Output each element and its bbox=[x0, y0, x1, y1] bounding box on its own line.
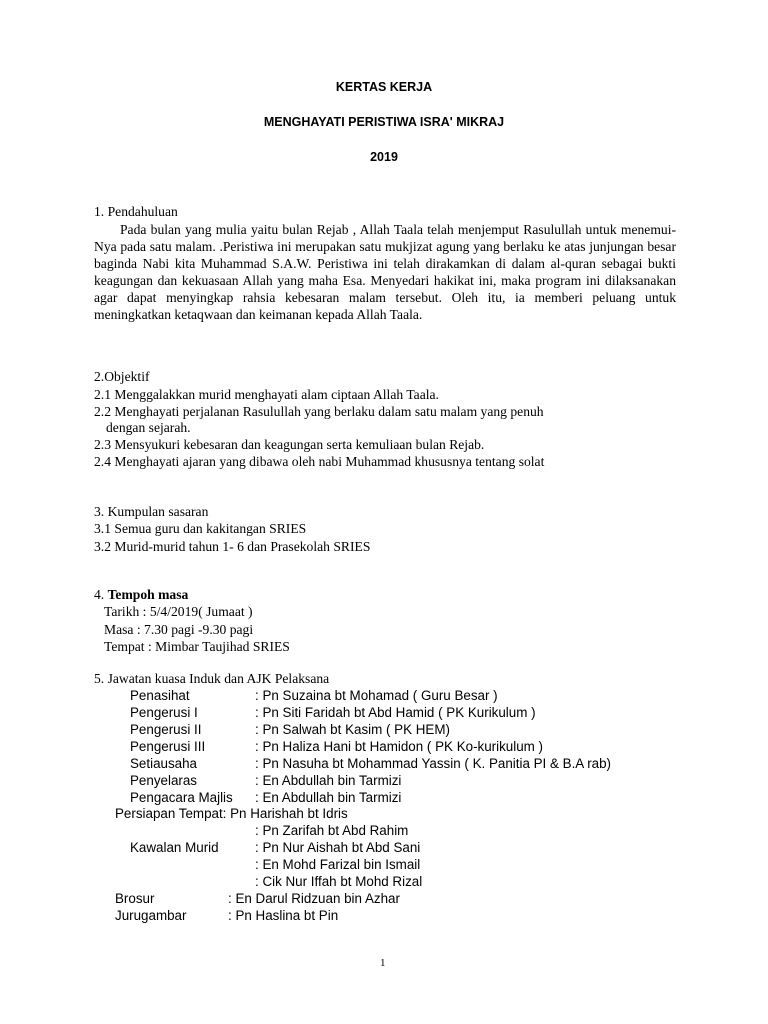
target-group-item: 3.2 Murid-murid tahun 1- 6 dan Prasekolah SRIES bbox=[94, 539, 371, 554]
committee-member: : Pn Siti Faridah bt Abd Hamid ( PK Kurikulum ) bbox=[255, 705, 536, 720]
objective-item: 2.4 Menghayati ajaran yang dibawa oleh nabi Muhammad khususnya tentang solat bbox=[94, 454, 545, 469]
committee-member: : Pn Nur Aishah bt Abd Sani bbox=[255, 840, 421, 855]
pendahuluan-paragraph: Pada bulan yang mulia yaitu bulan Rejab , Allah Taala telah menjemput Rasulullah untuk menemui-Nya pada satu malam. .Peristiwa ini merupakan satu mukjizat agung yang berlaku ke atas junjungan besar baginda Nabi kita Muhammad S.A.W. Peristiwa ini telah dirakamkan di dalam al-quran sebagai bukti keagungan dan kekuasaan Allah yang maha Esa. Menyedari hakikat ini, maka program ini dilaksanakan agar dapat menyingkap rahsia kebesaran malam tersebut. Oleh itu, ia memberi peluang untuk meningkatkan ketaqwaan dan keimanan kepada Allah Taala. bbox=[94, 222, 676, 322]
committee-member: : Pn Nasuha bt Mohammad Yassin ( K. Panitia PI & B.A rab) bbox=[255, 756, 612, 771]
section-heading-pendahuluan: 1. Pendahuluan bbox=[94, 204, 178, 219]
target-group-item: 3.1 Semua guru dan kakitangan SRIES bbox=[94, 521, 307, 536]
persiapan-tempat-line: Persiapan Tempat: Pn Harishah bt Idris bbox=[115, 806, 348, 821]
committee-member: : Pn Haslina bt Pin bbox=[228, 908, 339, 923]
objective-item: 2.3 Mensyukuri kebesaran dan keagungan serta kemuliaan bulan Rejab. bbox=[94, 437, 485, 452]
masa-line: Masa : 7.30 pagi -9.30 pagi bbox=[104, 622, 254, 637]
document-type-heading: KERTAS KERJA bbox=[335, 80, 433, 94]
committee-member: : En Darul Ridzuan bin Azhar bbox=[228, 891, 400, 906]
section-heading-kumpulan-sasaran: 3. Kumpulan sasaran bbox=[94, 504, 209, 519]
document-title: MENGHAYATI PERISTIWA ISRA' MIKRAJ bbox=[263, 115, 505, 129]
committee-member: : En Abdullah bin Tarmizi bbox=[255, 790, 402, 805]
committee-member: : Pn Haliza Hani bt Hamidon ( PK Ko-kurikulum ) bbox=[255, 739, 544, 754]
section-number: 4. bbox=[94, 587, 108, 602]
committee-member: : Pn Salwah bt Kasim ( PK HEM) bbox=[255, 722, 450, 737]
committee-role: Setiausaha bbox=[130, 756, 198, 771]
objective-item: 2.1 Menggalakkan murid menghayati alam ciptaan Allah Taala. bbox=[94, 387, 439, 402]
committee-role: Pengacara Majlis bbox=[130, 790, 233, 805]
committee-role: Pengerusi I bbox=[130, 705, 198, 720]
committee-member: : En Mohd Farizal bin Ismail bbox=[255, 857, 421, 872]
committee-role: Brosur bbox=[115, 891, 155, 906]
document-year: 2019 bbox=[370, 150, 398, 164]
objective-item: 2.2 Menghayati perjalanan Rasulullah yang berlaku dalam satu malam yang penuh bbox=[94, 404, 544, 419]
committee-role: Penasihat bbox=[130, 688, 190, 703]
committee-member: : Pn Suzaina bt Mohamad ( Guru Besar ) bbox=[255, 688, 498, 703]
committee-role: Pengerusi III bbox=[130, 739, 206, 754]
committee-role: Jurugambar bbox=[115, 908, 187, 923]
committee-role: Pengerusi II bbox=[130, 722, 202, 737]
tempat-line: Tempat : Mimbar Taujihad SRIES bbox=[104, 639, 290, 654]
section-heading-objektif: 2.Objektif bbox=[94, 369, 150, 384]
committee-role: Kawalan Murid bbox=[130, 840, 219, 855]
section-heading-text: Tempoh masa bbox=[107, 587, 189, 602]
section-heading-tempoh-masa bbox=[94, 586, 188, 603]
committee-member: : Pn Zarifah bt Abd Rahim bbox=[255, 823, 409, 838]
tarikh-line: Tarikh : 5/4/2019( Jumaat ) bbox=[104, 604, 253, 619]
objective-item-continuation: dengan sejarah. bbox=[106, 420, 191, 435]
page-number: 1 bbox=[380, 957, 386, 969]
committee-member: : En Abdullah bin Tarmizi bbox=[255, 773, 402, 788]
committee-member: : Cik Nur Iffah bt Mohd Rizal bbox=[255, 874, 423, 889]
committee-role: Penyelaras bbox=[130, 773, 197, 788]
section-heading-jawatankuasa: 5. Jawatan kuasa Induk dan AJK Pelaksana bbox=[94, 671, 330, 686]
